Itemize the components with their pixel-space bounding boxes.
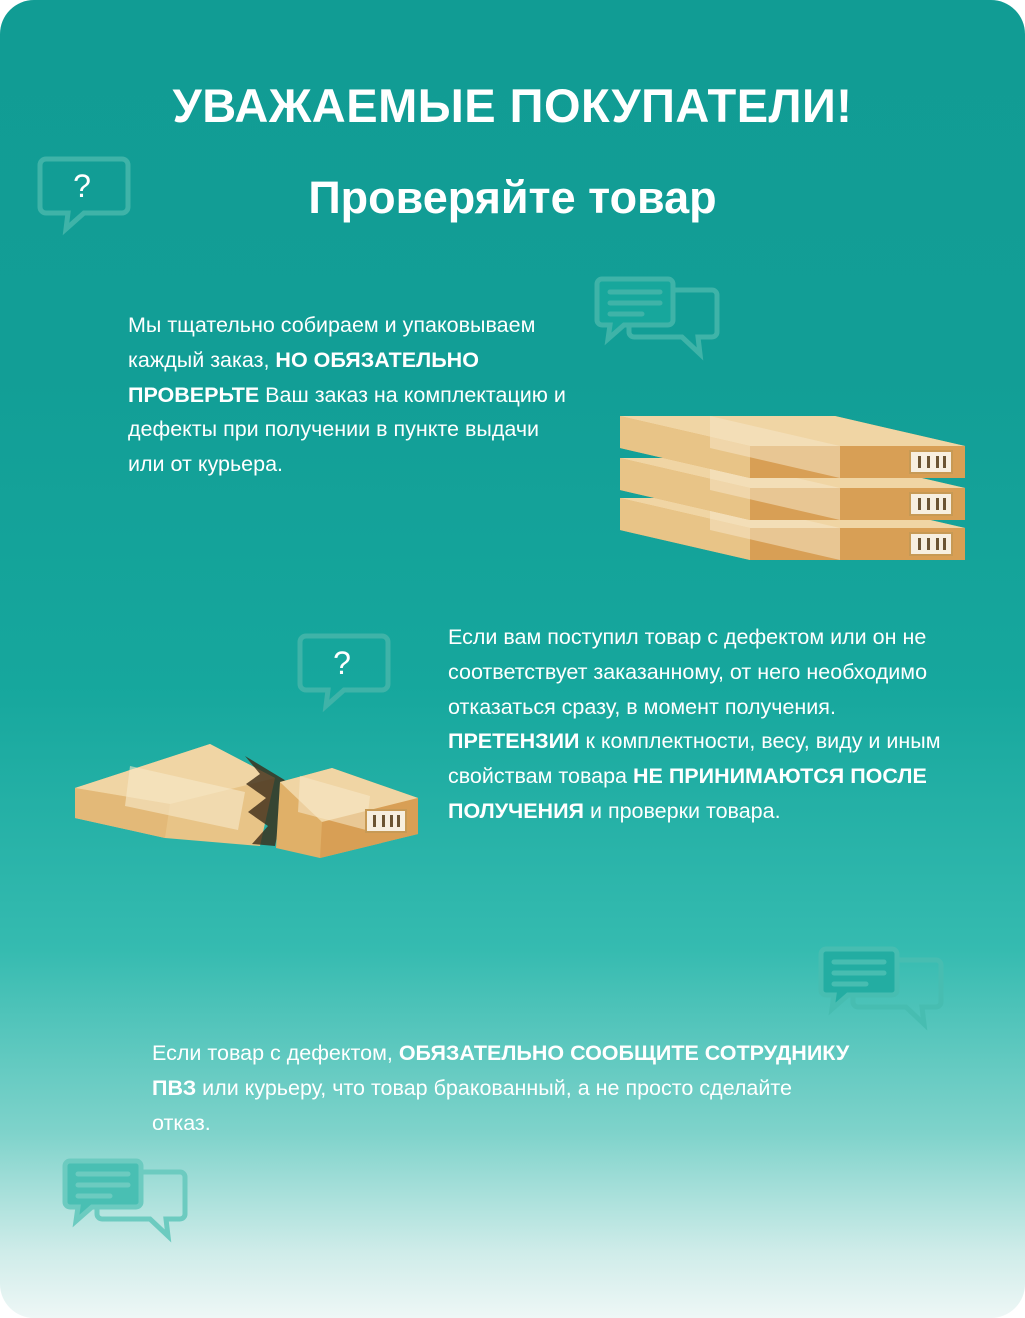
damaged-parcel-illustration: [70, 726, 420, 886]
question-bubble-icon: [298, 632, 390, 710]
emphasis-text: НЕ ПРИНИМАЮТСЯ ПОСЛЕ ПОЛУЧЕНИЯ: [448, 764, 927, 824]
body-text: Если вам поступил товар с дефектом или он не соответствует заказанному, от него необходимо отказаться сразу, в момент получения.: [448, 625, 928, 719]
block-packing: [128, 308, 580, 482]
chat-bubble-icon: [818, 946, 946, 1050]
page-title: УВАЖАЕМЫЕ ПОКУПАТЕЛИ!: [172, 79, 853, 132]
chat-bubble-icon: [594, 276, 722, 380]
page-subtitle: Проверяйте товар: [308, 172, 717, 223]
emphasis-text: ОБЯЗАТЕЛЬНО СООБЩИТЕ СОТРУДНИКУ ПВЗ: [152, 1041, 850, 1100]
svg-text:?: ?: [73, 168, 91, 204]
chat-bubble-icon: [62, 1158, 190, 1262]
body-text: к комплектности, весу, виду и иным свойствам товара: [448, 729, 941, 789]
svg-text:?: ?: [333, 645, 351, 681]
emphasis-text: НО ОБЯЗАТЕЛЬНО ПРОВЕРЬТЕ: [128, 347, 479, 407]
question-bubble-icon: [38, 155, 130, 233]
body-text: Ваш заказ на комплектацию и дефекты при получении в пункте выдачи или от курьера.: [128, 382, 566, 477]
body-text: и проверки товара.: [583, 799, 781, 824]
stacked-parcels-illustration: [600, 370, 980, 580]
body-text: Если товар с дефектом,: [152, 1041, 399, 1065]
block-defect: [448, 620, 960, 829]
body-text: Мы тщательно собираем и упаковываем каждый заказ,: [128, 313, 536, 372]
emphasis-text: ПРЕТЕНЗИИ: [448, 729, 580, 754]
body-text: или курьеру, что товар бракованный, а не просто сделайте отказ.: [152, 1075, 792, 1135]
block-report: [152, 1036, 852, 1140]
